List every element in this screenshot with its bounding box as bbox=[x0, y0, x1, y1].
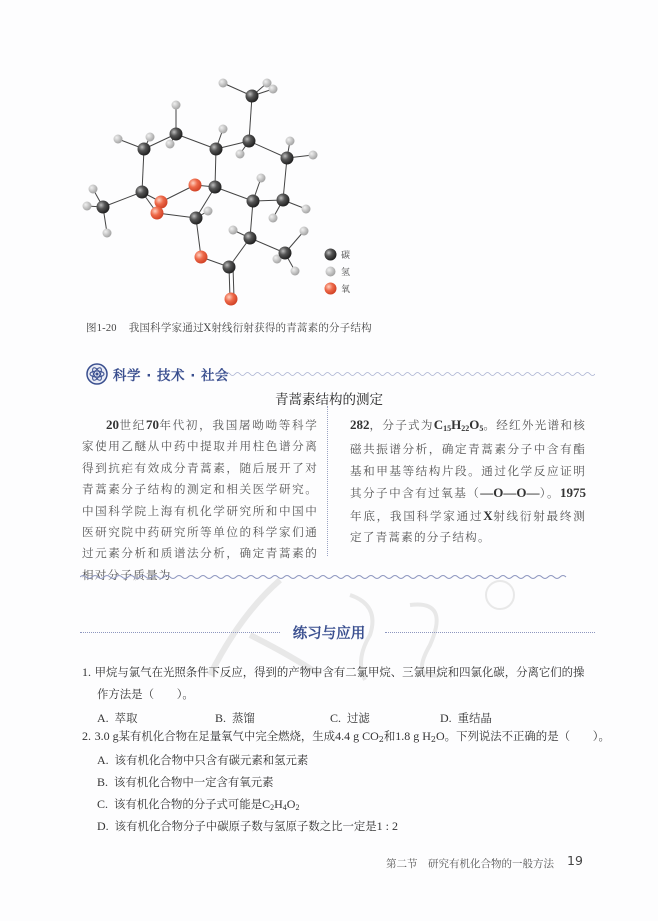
question-1-continued: 作方法是（ ）。 bbox=[97, 687, 194, 701]
article-column-2: 282，分子式为$C_{15}H_{22}O_5$。经红外光谱和核磁共振谱分析，确定青蒿素分子中含有酯基和甲基等结构片段。通过化学反应证明其分子中含有过氧基（—O—O—）。1975年底，我国科学家通过X射线衍射最终测定了青蒿素的分子结构。 bbox=[350, 417, 586, 545]
page-number: 19 bbox=[567, 853, 583, 868]
hydrogen-atom-icon bbox=[324, 265, 337, 278]
practice-title: 练习与应用 bbox=[292, 626, 366, 642]
article-title: 青蒿素结构的测定 bbox=[275, 392, 383, 408]
article-column-1: 20世纪70年代初，我国屠呦呦等科学家使用乙醚从中药中提取并用柱色谱分离得到抗疟有效成分青蒿素，随后展开了对青蒿素分子结构的测定和相关医学研究。中国科学院上海有机化学研究所和中国中医研究院中药研究所等单位的科学家们通过元素分析和质谱法分析，确定青蒿素的相对分子质量为 bbox=[82, 417, 318, 582]
section-header bbox=[86, 362, 229, 386]
artemisinin-molecule-figure bbox=[60, 60, 360, 320]
atom-icon bbox=[86, 363, 108, 385]
q2-option-d: D. 该有机化合物分子中碳原子数与氢原子数之比一定是1 : 2 bbox=[97, 819, 399, 833]
practice-divider-right bbox=[385, 632, 595, 633]
column-divider bbox=[327, 406, 328, 556]
figure-caption bbox=[86, 320, 372, 335]
q2-option-a: A. 该有机化合物中只含有碳元素和氢元素 bbox=[97, 753, 309, 767]
figure-caption-text: 我国科学家通过X射线衍射获得的青蒿素的分子结构 bbox=[128, 322, 372, 334]
section-label: 科学 · 技术 · 社会 bbox=[113, 368, 230, 384]
footer-section-title: 第二节 研究有机化合物的一般方法 bbox=[386, 858, 554, 870]
legend-oxygen: 氧 bbox=[324, 280, 350, 297]
q1-option-a: A. 萃取 bbox=[97, 711, 138, 725]
figure-number: 图1-20 bbox=[86, 323, 117, 334]
legend-hydrogen: 氢 bbox=[324, 263, 350, 280]
legend-carbon: 碳 bbox=[324, 246, 350, 263]
q1-option-d: D. 重结晶 bbox=[440, 711, 492, 725]
oxygen-atom-icon bbox=[324, 282, 337, 295]
section-wave-divider bbox=[215, 371, 595, 377]
carbon-atom-icon bbox=[324, 248, 337, 261]
q1-option-c: C. 过滤 bbox=[330, 711, 370, 725]
question-2: 2. 3.0 g某有机化合物在足量氧气中完全燃烧，生成4.4 g $CO_2$和1.8 g $H_2O$。下列说法不正确的是（ ）。 bbox=[82, 729, 610, 744]
q1-option-b: B. 蒸馏 bbox=[215, 711, 255, 725]
q2-option-c: C. 该有机化合物的分子式可能是$C_2H_4O_2$ bbox=[97, 797, 300, 812]
q2-option-b: B. 该有机化合物中一定含有氧元素 bbox=[97, 775, 274, 789]
question-1: 1. 甲烷与氯气在光照条件下反应，得到的产物中含有二氯甲烷、三氯甲烷和四氯化碳，分离它们的操 bbox=[82, 665, 585, 679]
atom-legend bbox=[324, 246, 350, 297]
